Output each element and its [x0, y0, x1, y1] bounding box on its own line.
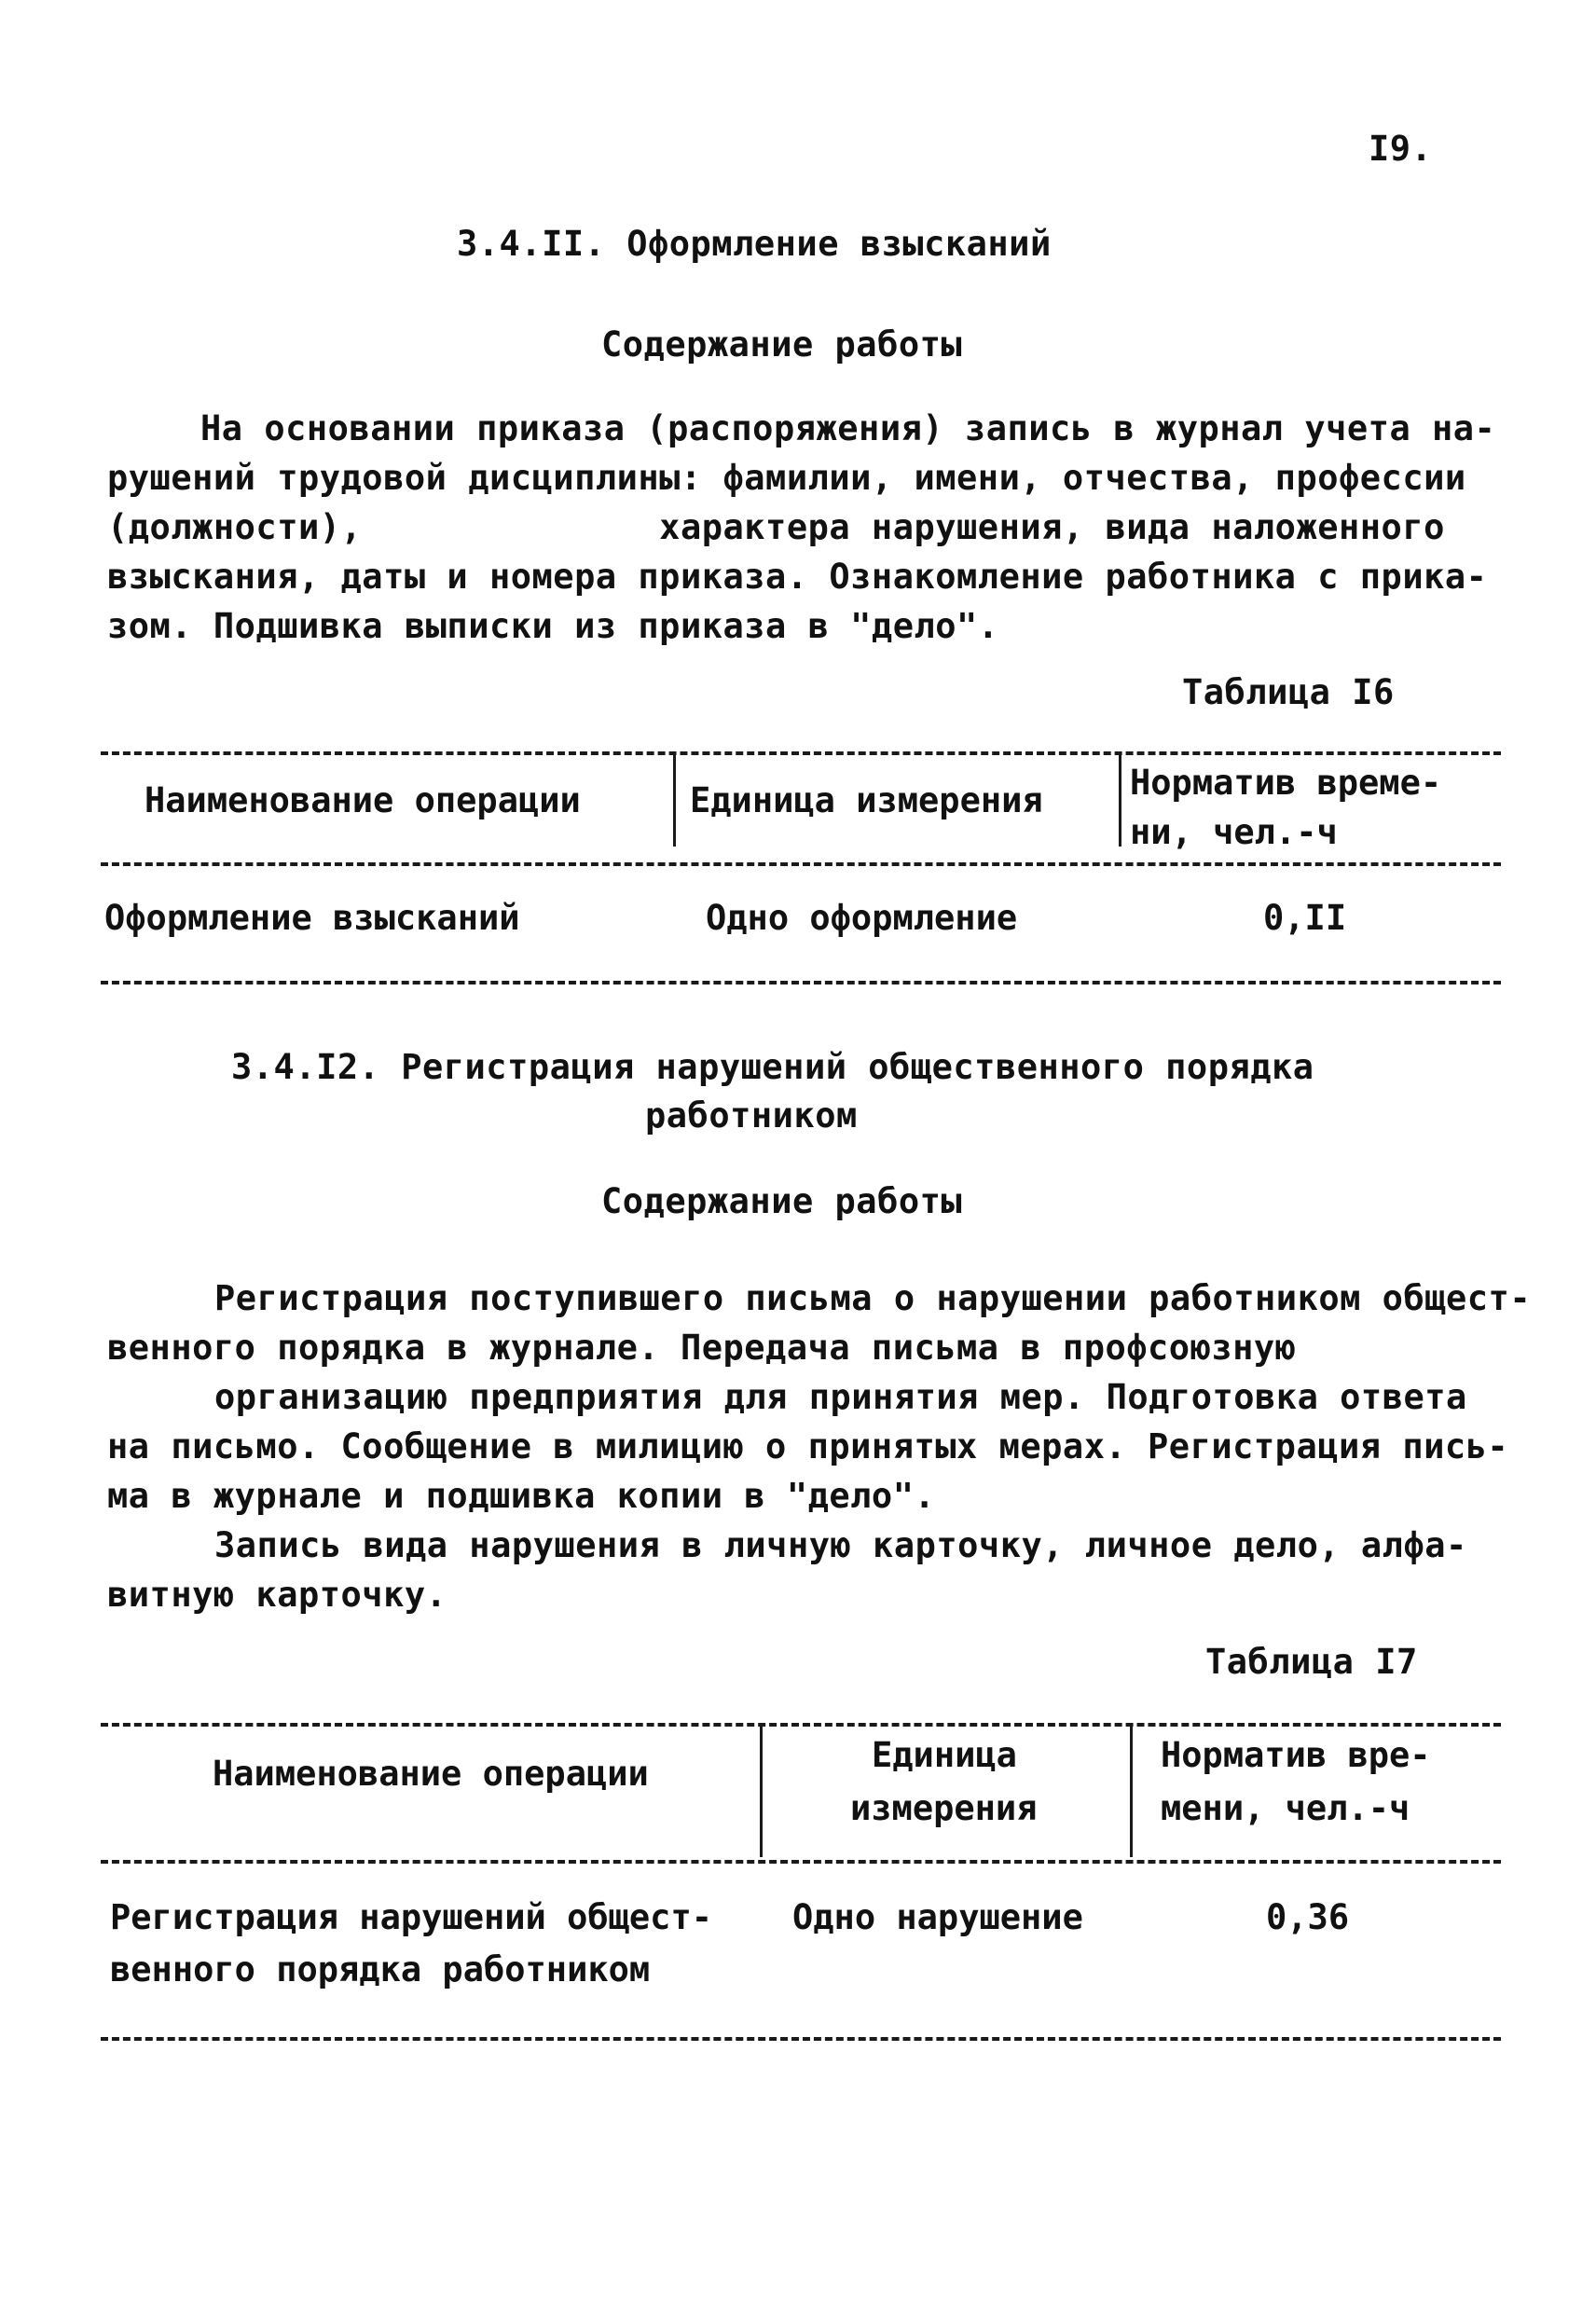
- table-header: мени, чел.-ч: [1161, 1788, 1410, 1828]
- table-header: измерения: [850, 1788, 1038, 1828]
- table-header: ни, чел.-ч: [1130, 812, 1338, 852]
- table-cell-norm: 0,36: [1266, 1897, 1350, 1937]
- paragraph-line: витную карточку.: [107, 1575, 447, 1615]
- table-header: Наименование операции: [144, 780, 581, 820]
- table-header: Единица измерения: [690, 780, 1043, 820]
- paragraph-line: зом. Подшивка выписки из приказа в "дело".: [107, 606, 999, 646]
- paragraph-line: на письмо. Сообщение в милицию о принятых мерах. Регистрация пись-: [107, 1426, 1509, 1466]
- column-divider: [760, 1725, 763, 1857]
- column-divider: [673, 753, 676, 847]
- paragraph-line: Регистрация поступившего письма о нарушении работником общест-: [214, 1278, 1532, 1318]
- paragraph-line: Запись вида нарушения в личную карточку, личное дело, алфа-: [214, 1525, 1467, 1565]
- table-cell-unit: Одно оформление: [706, 898, 1018, 938]
- section-title: 3.4.II. Оформление взысканий: [457, 224, 1052, 264]
- table-rule: [101, 862, 1501, 866]
- section-title: работником: [645, 1095, 858, 1136]
- table-rule: [101, 751, 1501, 755]
- table-label: Таблица I6: [1182, 672, 1395, 712]
- table-header: Единица: [872, 1735, 1017, 1775]
- table-rule: [101, 981, 1501, 984]
- table-label: Таблица I7: [1205, 1642, 1418, 1682]
- table-rule: [101, 2037, 1501, 2041]
- paragraph-line: венного порядка в журнале. Передача письма в профсоюзную: [107, 1328, 1297, 1368]
- table-cell-operation: Регистрация нарушений общест-: [110, 1897, 713, 1937]
- table-cell-unit: Одно нарушение: [792, 1897, 1083, 1937]
- table-cell-norm: 0,II: [1263, 898, 1347, 938]
- table-header: Норматив вре-: [1161, 1735, 1431, 1775]
- section-subtitle: Содержание работы: [601, 1181, 963, 1221]
- table-rule: [101, 1723, 1501, 1727]
- column-divider: [1130, 1725, 1133, 1857]
- table-cell-operation: венного порядка работником: [110, 1949, 651, 1989]
- column-divider: [1119, 753, 1121, 847]
- page-number: I9.: [1369, 129, 1433, 169]
- paragraph-line: На основании приказа (распоряжения) запись в журнал учета на-: [200, 408, 1496, 448]
- paragraph-line: ма в журнале и подшивка копии в "дело".: [107, 1476, 936, 1516]
- table-rule: [101, 1860, 1501, 1864]
- paragraph-line: организацию предприятия для принятия мер. Подготовка ответа: [214, 1377, 1467, 1417]
- table-header: Наименование операции: [213, 1754, 649, 1794]
- paragraph-line: взыскания, даты и номера приказа. Ознакомление работника с прика-: [107, 557, 1488, 597]
- paragraph-line: (должности), характера нарушения, вида наложенного: [107, 507, 1445, 547]
- table-cell-operation: Оформление взысканий: [104, 898, 520, 938]
- section-title: 3.4.I2. Регистрация нарушений общественного порядка: [231, 1047, 1314, 1087]
- paragraph-line: рушений трудовой дисциплины: фамилии, имени, отчества, профессии: [107, 458, 1466, 498]
- table-header: Норматив време-: [1130, 763, 1442, 803]
- section-subtitle: Содержание работы: [601, 324, 963, 365]
